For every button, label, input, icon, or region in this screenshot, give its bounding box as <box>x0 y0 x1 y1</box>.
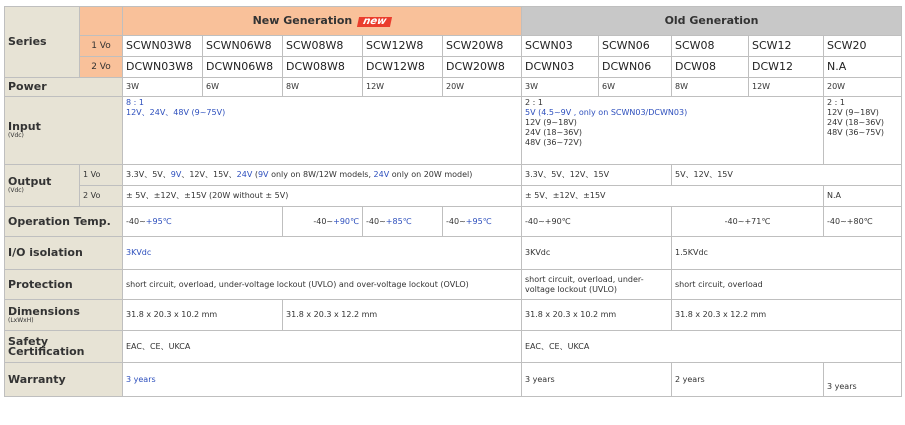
warranty-old-1: 3 years <box>522 363 672 397</box>
new-badge: new <box>357 17 392 27</box>
protection-label: Protection <box>5 270 123 300</box>
vo-2-label: 2 Vo <box>80 57 123 78</box>
model-cell: SCW12 <box>749 36 824 57</box>
output-old-2vo-na: N.A <box>824 186 902 207</box>
warranty-new: 3 years <box>123 363 522 397</box>
new-generation-title: New Generation <box>252 13 353 27</box>
model-cell: DCW08W8 <box>283 57 363 78</box>
model-cell: DCWN06W8 <box>203 57 283 78</box>
power-cell: 3W <box>522 78 599 97</box>
temp-label: Operation Temp. <box>5 207 123 237</box>
dimensions-new-2: 31.8 x 20.3 x 12.2 mm <box>283 300 522 331</box>
power-cell: 8W <box>283 78 363 97</box>
model-cell: N.A <box>824 57 902 78</box>
power-cell: 6W <box>203 78 283 97</box>
warranty-label: Warranty <box>5 363 123 397</box>
model-cell: DCW12 <box>749 57 824 78</box>
temp-old-2: -40~+71℃ <box>672 207 824 237</box>
model-cell: DCW12W8 <box>363 57 443 78</box>
temp-new-4: -40~+95℃ <box>443 207 522 237</box>
input-old: 2 : 1 5V (4.5~9V , only on SCWN03/DCWN03) 12V (9~18V) 24V (18~36V) 48V (36~72V) <box>522 97 824 165</box>
model-cell: SCWN03 <box>522 36 599 57</box>
power-cell: 20W <box>443 78 522 97</box>
output-unit: (Vdc) <box>8 187 24 194</box>
old-generation-header: Old Generation <box>522 7 902 36</box>
temp-old-1: -40~+90℃ <box>522 207 672 237</box>
new-generation-header <box>123 7 522 36</box>
isolation-new: 3KVdc <box>123 237 522 270</box>
model-cell: DCWN03W8 <box>123 57 203 78</box>
safety-old: EAC、CE、UKCA <box>522 331 902 363</box>
temp-old-3: -40~+80℃ <box>824 207 902 237</box>
safety-label: Safety Certification <box>5 331 123 363</box>
model-cell: SCWN06 <box>599 36 672 57</box>
dimensions-old-2: 31.8 x 20.3 x 12.2 mm <box>672 300 902 331</box>
power-cell: 20W <box>824 78 902 97</box>
input-unit: (Vdc) <box>8 132 24 139</box>
vo-1-label: 1 Vo <box>80 36 123 57</box>
input-scw20: 2 : 1 12V (9~18V) 24V (18~36V) 48V (36~75V) <box>824 97 902 165</box>
model-cell: DCWN03 <box>522 57 599 78</box>
output-vo-2: 2 Vo <box>80 186 123 207</box>
protection-old-1: short circuit, overload, under-voltage lockout (UVLO) <box>522 270 672 300</box>
model-cell: SCW08 <box>672 36 749 57</box>
dimensions-new-1: 31.8 x 20.3 x 10.2 mm <box>123 300 283 331</box>
vo-header-blank <box>80 7 123 36</box>
isolation-old-2: 1.5KVdc <box>672 237 902 270</box>
dimensions-label: Dimensions (LxWxH) <box>5 300 123 331</box>
output-old-1vo-b: 5V、12V、15V <box>672 165 902 186</box>
model-cell: SCW20W8 <box>443 36 522 57</box>
model-cell: SCWN03W8 <box>123 36 203 57</box>
warranty-old-2: 2 years <box>672 363 824 397</box>
output-vo-1: 1 Vo <box>80 165 123 186</box>
output-new-2vo: ± 5V、±12V、±15V (20W without ± 5V) <box>123 186 522 207</box>
power-cell: 8W <box>672 78 749 97</box>
safety-new: EAC、CE、UKCA <box>123 331 522 363</box>
protection-new: short circuit, overload, under-voltage lockout (UVLO) and over-voltage lockout (OVLO) <box>123 270 522 300</box>
protection-old-2: short circuit, overload <box>672 270 902 300</box>
power-cell: 12W <box>363 78 443 97</box>
model-cell: DCW08 <box>672 57 749 78</box>
model-cell: SCW08W8 <box>283 36 363 57</box>
power-cell: 12W <box>749 78 824 97</box>
power-cell: 3W <box>123 78 203 97</box>
temp-new-1: -40~+95℃ <box>123 207 283 237</box>
model-cell: DCWN06 <box>599 57 672 78</box>
dimensions-old-1: 31.8 x 20.3 x 10.2 mm <box>522 300 672 331</box>
output-old-2vo: ± 5V、±12V、±15V <box>522 186 824 207</box>
warranty-old-3: 3 years <box>824 363 902 397</box>
temp-new-3: -40~+85℃ <box>363 207 443 237</box>
model-cell: SCW20 <box>824 36 902 57</box>
output-new-1vo: 3.3V、5V、9V、12V、15V、24V (9V only on 8W/12W models, 24V only on 20W model) <box>123 165 522 186</box>
model-cell: DCW20W8 <box>443 57 522 78</box>
power-label: Power <box>5 78 123 97</box>
input-label: Input (Vdc) <box>5 97 123 165</box>
output-old-1vo-a: 3.3V、5V、12V、15V <box>522 165 672 186</box>
temp-new-2: -40~+90℃ <box>283 207 363 237</box>
comparison-table <box>4 6 902 397</box>
model-cell: SCW12W8 <box>363 36 443 57</box>
power-cell: 6W <box>599 78 672 97</box>
model-cell: SCWN06W8 <box>203 36 283 57</box>
series-label: Series <box>5 7 80 78</box>
isolation-old-1: 3KVdc <box>522 237 672 270</box>
dimensions-unit: (LxWxH) <box>8 316 34 324</box>
output-label: Output (Vdc) <box>5 165 80 207</box>
input-new: 8 : 1 12V、24V、48V (9~75V) <box>123 97 522 165</box>
isolation-label: I/O isolation <box>5 237 123 270</box>
